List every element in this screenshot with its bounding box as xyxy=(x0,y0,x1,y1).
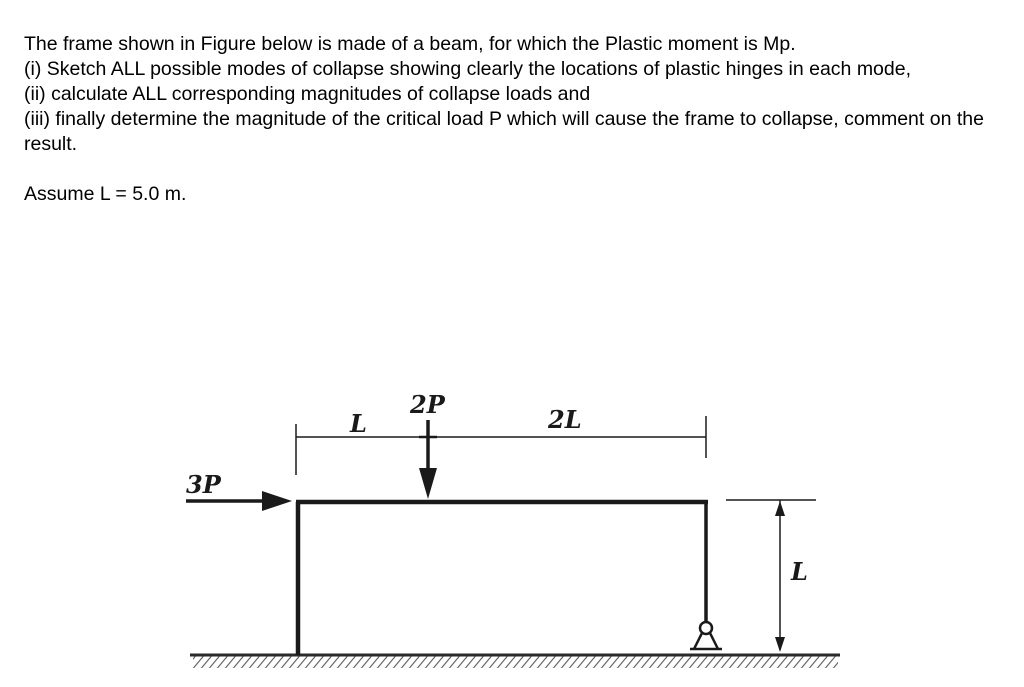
left-span-label: L xyxy=(350,409,367,438)
problem-part-ii: (ii) calculate ALL corresponding magnitudes of collapse loads and xyxy=(24,83,591,105)
vertical-load-arrow-icon xyxy=(419,420,437,499)
pin-support-icon xyxy=(690,622,722,649)
problem-part-i: (i) Sketch ALL possible modes of collapse showing clearly the locations of plastic hinges in each mode, xyxy=(24,58,912,80)
problem-intro: The frame shown in Figure below is made of a beam, for which the Plastic moment is Mp. xyxy=(24,33,796,55)
right-span-label: 2L xyxy=(548,405,582,434)
height-label: L xyxy=(791,557,808,586)
ground-hatching xyxy=(193,655,838,668)
problem-part-iii: (iii) finally determine the magnitude of the critical load P which will cause the frame to collapse, comment on the result. xyxy=(24,108,984,155)
problem-assumption: Assume L = 5.0 m. xyxy=(24,183,187,205)
vertical-load-label: 2P xyxy=(410,390,445,419)
horizontal-load-label: 3P xyxy=(186,470,221,499)
